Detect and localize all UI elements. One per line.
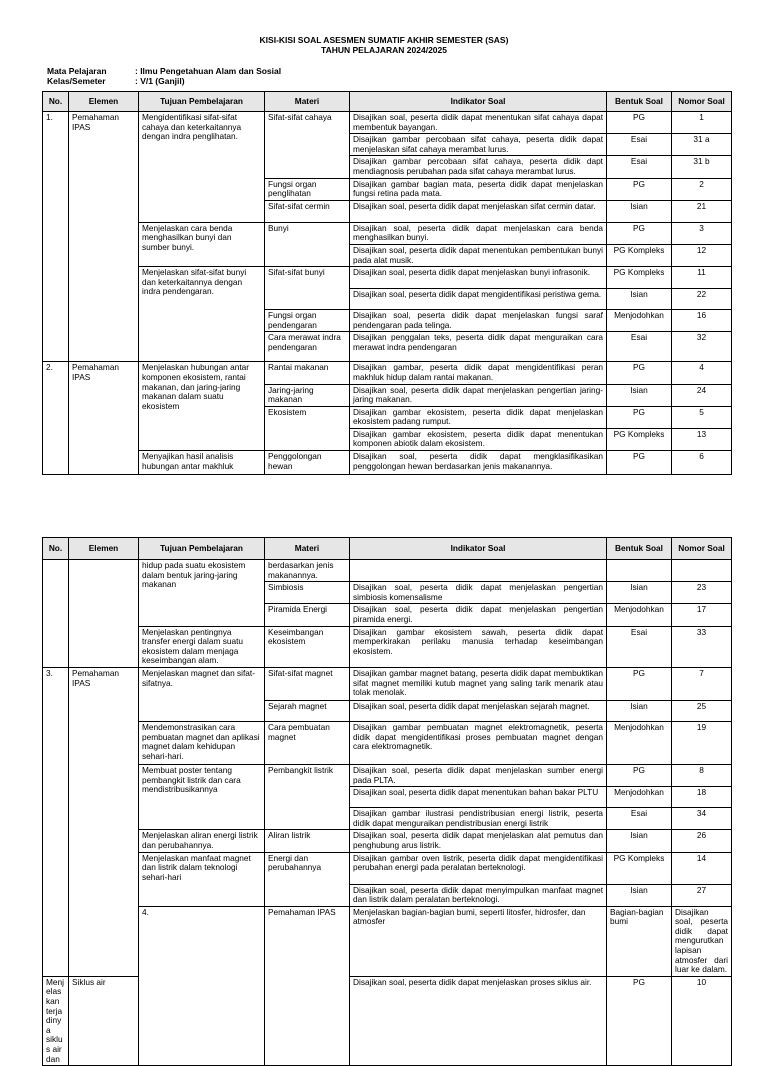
materi-cell: Bagian-bagian bumi <box>607 906 672 976</box>
bentuk-cell: Isian <box>607 200 672 222</box>
materi-cell: Sifat-sifat cermin <box>265 200 350 222</box>
indikator-cell: Disajikan soal, peserta didik dapat menjelaskan proses siklus air. <box>350 976 607 1065</box>
indikator-cell: Disajikan gambar magnet batang, peserta didik dapat membuktikan sifat magnet memiliki kutub magnet yang saling tarik menarik atau tolak menolak. <box>350 667 607 700</box>
tujuan-cell: Menyajikan hasil analisis hubungan antar makhluk <box>139 451 265 475</box>
col-header-elemen: Elemen <box>69 92 139 112</box>
indikator-cell: Disajikan soal, peserta didik dapat menyimpulkan manfaat magnet dan listrik dalam peralatan berteknologi. <box>350 884 607 906</box>
materi-cell: Keseimbangan ekosistem <box>265 626 350 667</box>
nomor-cell: 12 <box>672 244 732 266</box>
bentuk-cell: PG Kompleks <box>607 267 672 289</box>
indikator-cell: Disajikan gambar ekosistem sawah, peserta didik dapat memperkirakan perilaku manusia terhadap keseimbangan ekosistem. <box>350 626 607 667</box>
tujuan-cell: Mendemonstrasikan cara pembuatan magnet dan aplikasi magnet dalam kehidupan sehari-hari. <box>139 721 265 764</box>
indikator-cell: Disajikan soal, peserta didik dapat mengklasifikasikan penggolongan hewan berdasarkan jenis makanannya. <box>350 451 607 475</box>
table-row <box>43 721 732 764</box>
table-row <box>43 764 732 786</box>
col-header-elemen: Elemen <box>69 538 139 560</box>
indikator-cell: Disajikan soal, peserta didik dapat mengidentifikasi peristiwa gema. <box>350 289 607 310</box>
bentuk-cell: PG <box>607 178 672 200</box>
nomor-cell: 31 b <box>672 156 732 178</box>
row-number: 1. <box>43 112 69 362</box>
materi-cell: Aliran listrik <box>265 830 350 852</box>
table-row <box>43 830 732 852</box>
bentuk-cell: PG Kompleks <box>607 852 672 884</box>
nomor-cell: 19 <box>672 721 732 764</box>
table-header-row <box>43 92 732 112</box>
tujuan-cell: Menjelaskan cara benda menghasilkan bunyi dan sumber bunyi. <box>139 222 265 266</box>
indikator-cell: Disajikan penggalan teks, peserta didik dapat menguraikan cara merawat indra pendengaran <box>350 332 607 362</box>
col-header-nomor: Nomor Soal <box>672 538 732 560</box>
bentuk-cell: Isian <box>607 384 672 406</box>
materi-cell: Ekosistem <box>265 406 350 450</box>
bentuk-cell: Menjodohkan <box>607 721 672 764</box>
col-header-bentuk: Bentuk Soal <box>607 92 672 112</box>
indikator-cell: Disajikan soal, peserta didik dapat menjelaskan fungsi saraf pendengaran pada telinga. <box>350 310 607 332</box>
nomor-cell: 26 <box>672 830 732 852</box>
indikator-cell: Disajikan gambar pembuatan magnet elektromagnetik, peserta didik dapat mengidentifikasi proses pembuatan magnet dengan cara elektromagnetik. <box>350 721 607 764</box>
materi-cell: Pembangkit listrik <box>265 764 350 829</box>
materi-cell: Energi dan perubahannya <box>265 852 350 906</box>
table-row <box>43 626 732 667</box>
bentuk-cell: Isian <box>607 884 672 906</box>
nomor-cell: 18 <box>672 787 732 808</box>
nomor-cell: 11 <box>672 267 732 289</box>
col-header-materi: Materi <box>265 92 350 112</box>
nomor-cell: 17 <box>672 604 732 626</box>
table-row <box>43 451 732 475</box>
bentuk-cell: PG Kompleks <box>607 428 672 450</box>
document-subtitle: TAHUN PELAJARAN 2024/2025 <box>321 45 447 55</box>
bentuk-cell: Isian <box>607 830 672 852</box>
class-label: Kelas/Semeter <box>47 76 106 86</box>
table-row <box>43 362 732 384</box>
class-line <box>47 76 185 86</box>
indikator-cell: Disajikan soal, peserta didik dapat menjelaskan sumber energi pada PLTA. <box>350 764 607 786</box>
nomor-cell: 7 <box>672 667 732 700</box>
table-row <box>43 560 732 582</box>
table-row <box>43 852 732 884</box>
bentuk-cell: Esai <box>607 626 672 667</box>
materi-cell: Cara pembuatan magnet <box>265 721 350 764</box>
table-row <box>43 267 732 289</box>
tujuan-cell: Menjelaskan aliran energi listrik dan perubahannya. <box>139 830 265 852</box>
table-row <box>43 222 732 244</box>
bentuk-cell: Isian <box>607 289 672 310</box>
col-header-bentuk: Bentuk Soal <box>607 538 672 560</box>
nomor-cell: 1 <box>672 112 732 134</box>
bentuk-cell: Esai <box>607 808 672 830</box>
bentuk-cell: PG <box>607 764 672 786</box>
elemen-cell: Pemahaman IPAS <box>69 112 139 362</box>
col-header-no: No. <box>43 538 69 560</box>
nomor-cell: 34 <box>672 808 732 830</box>
indikator-cell: Disajikan soal, peserta didik dapat menentukan pembentukan bunyi pada alat musik. <box>350 244 607 266</box>
bentuk-cell: Esai <box>607 134 672 156</box>
indikator-cell: Disajikan soal, peserta didik dapat menjelaskan sifat cermin datar. <box>350 200 607 222</box>
tujuan-cell: Menjelaskan manfaat magnet dan listrik dalam teknologi sehari-hari <box>139 852 265 906</box>
col-header-indikator: Indikator Soal <box>350 538 607 560</box>
bentuk-cell: PG Kompleks <box>607 244 672 266</box>
col-header-no: No. <box>43 92 69 112</box>
nomor-cell: 2 <box>672 178 732 200</box>
materi-cell: Cara merawat indra pendengaran <box>265 332 350 362</box>
materi-cell: berdasarkan jenis makanannya. <box>265 560 350 582</box>
nomor-cell: 32 <box>672 332 732 362</box>
col-header-tujuan: Tujuan Pembelajaran <box>139 538 265 560</box>
bentuk-cell <box>607 560 672 582</box>
table-header-row <box>43 538 732 560</box>
nomor-cell: 14 <box>672 852 732 884</box>
bentuk-cell: PG <box>607 406 672 428</box>
nomor-cell: 10 <box>672 976 732 1065</box>
col-header-tujuan: Tujuan Pembelajaran <box>139 92 265 112</box>
table-row <box>43 667 732 700</box>
indikator-cell: Disajikan soal, peserta didik dapat menjelaskan pengertian piramida energi. <box>350 604 607 626</box>
tujuan-cell: Menjelaskan hubungan antar komponen ekosistem, rantai makanan, dan jaring-jaring makanan dalam suatu ekosistem <box>139 362 265 451</box>
nomor-cell: 24 <box>672 384 732 406</box>
materi-cell: Jaring-jaring makanan <box>265 384 350 406</box>
row-number: 2. <box>43 362 69 475</box>
bentuk-cell: PG <box>607 976 672 1065</box>
materi-cell: Penggolongan hewan <box>265 451 350 475</box>
indikator-cell <box>350 560 607 582</box>
indikator-cell: Disajikan soal, peserta didik dapat menjelaskan pengertian simbiosis komensalisme <box>350 582 607 604</box>
materi-cell: Bunyi <box>265 222 350 266</box>
nomor-cell: 21 <box>672 200 732 222</box>
indikator-cell: Disajikan gambar ilustrasi pendistribusian energi listrik, peserta didik dapat menguraikan pendistribusian energi listrik <box>350 808 607 830</box>
subject-value: : Ilmu Pengetahuan Alam dan Sosial <box>135 66 282 76</box>
subject-line <box>47 66 281 76</box>
col-header-materi: Materi <box>265 538 350 560</box>
elemen-cell <box>69 560 139 668</box>
tujuan-cell: Menjelaskan magnet dan sifat-sifatnya. <box>139 667 265 721</box>
col-header-nomor: Nomor Soal <box>672 92 732 112</box>
nomor-cell: 4 <box>672 362 732 384</box>
nomor-cell: 13 <box>672 428 732 450</box>
bentuk-cell: Menjodohkan <box>607 604 672 626</box>
bentuk-cell: Menjodohkan <box>607 310 672 332</box>
grid-table-2 <box>42 537 732 1066</box>
indikator-cell: Disajikan gambar oven listrik, peserta didik dapat mengidentifikasi perubahan energi pada peralatan berteknologi. <box>350 852 607 884</box>
nomor-cell: 31 a <box>672 134 732 156</box>
bentuk-cell: Isian <box>607 700 672 721</box>
nomor-cell: 22 <box>672 289 732 310</box>
tujuan-cell: Menjelaskan pentingnya transfer energi dalam suatu ekosistem dalam menjaga keseimbangan alam. <box>139 626 265 667</box>
elemen-cell: Pemahaman IPAS <box>69 667 139 976</box>
bentuk-cell: PG <box>607 451 672 475</box>
bentuk-cell: Esai <box>607 156 672 178</box>
materi-cell: Sifat-sifat bunyi <box>265 267 350 310</box>
nomor-cell: 23 <box>672 582 732 604</box>
table-row <box>43 906 732 976</box>
tujuan-cell: Mengidentifikasi sifat-sifat cahaya dan keterkaitannya dengan indra penglihatan. <box>139 112 265 223</box>
materi-cell: Fungsi organ pendengaran <box>265 310 350 332</box>
bentuk-cell: PG <box>607 222 672 244</box>
indikator-cell: Disajikan gambar ekosistem, peserta didik dapat menjelaskan ekosistem padang rumput. <box>350 406 607 428</box>
class-value: : V/1 (Ganjil) <box>135 76 185 86</box>
indikator-cell: Disajikan soal, peserta didik dapat menentukan bahan bakar PLTU <box>350 787 607 808</box>
nomor-cell: 3 <box>672 222 732 244</box>
nomor-cell: 16 <box>672 310 732 332</box>
materi-cell: Sifat-sifat magnet <box>265 667 350 700</box>
tujuan-cell: Menjelaskan bagian-bagian bumi, seperti litosfer, hidrosfer, dan atmosfer <box>350 906 607 976</box>
materi-cell: Fungsi organ penglihatan <box>265 178 350 200</box>
indikator-cell: Disajikan soal, peserta didik dapat menjelaskan pengertian jaring-jaring makanan. <box>350 384 607 406</box>
indikator-cell: Disajikan gambar percobaan sifat cahaya, peserta didik dapt mendiagnosis perubahan pada sifat cahaya merambat lurus. <box>350 156 607 178</box>
materi-cell: Sifat-sifat cahaya <box>265 112 350 179</box>
nomor-cell: 6 <box>672 451 732 475</box>
bentuk-cell: PG <box>607 112 672 134</box>
elemen-cell: Pemahaman IPAS <box>69 362 139 475</box>
tujuan-cell: hidup pada suatu ekosistem dalam bentuk jaring-jaring makanan <box>139 560 265 627</box>
indikator-cell: Disajikan soal, peserta didik dapat menjelaskan cara benda menghasilkan bunyi. <box>350 222 607 244</box>
bentuk-cell: Esai <box>607 332 672 362</box>
row-number: 3. <box>43 667 69 976</box>
grid-table-1 <box>42 91 732 475</box>
nomor-cell: 25 <box>672 700 732 721</box>
bentuk-cell: Menjodohkan <box>607 787 672 808</box>
indikator-cell: Disajikan soal, peserta didik dapat menentukan sifat cahaya dapat membentuk bayangan. <box>350 112 607 134</box>
bentuk-cell: Isian <box>607 582 672 604</box>
tujuan-cell: Menjelaskan sifat-sifat bunyi dan keterkaitannya dengan indra pendengaran. <box>139 267 265 362</box>
materi-cell: Siklus air <box>69 976 139 1065</box>
materi-cell: Sejarah magnet <box>265 700 350 721</box>
nomor-cell <box>672 560 732 582</box>
col-header-indikator: Indikator Soal <box>350 92 607 112</box>
indikator-cell: Disajikan soal, peserta didik dapat mengurutkan lapisan atmosfer dari luar ke dalam. <box>672 906 732 976</box>
materi-cell: Rantai makanan <box>265 362 350 384</box>
indikator-cell: Disajikan gambar ekosistem, peserta didik dapat menentukan komponen abiotik dalam ekosistem. <box>350 428 607 450</box>
elemen-cell: Pemahaman IPAS <box>265 906 350 1066</box>
indikator-cell: Disajikan soal, peserta didik dapat menjelaskan sejarah magnet. <box>350 700 607 721</box>
materi-cell: Piramida Energi <box>265 604 350 626</box>
row-number <box>43 560 69 668</box>
tujuan-cell: Membuat poster tentang pembangkit listrik dan cara mendistribusikannya <box>139 764 265 829</box>
indikator-cell: Disajikan soal, peserta didik dapat menjelaskan bunyi infrasonik. <box>350 267 607 289</box>
table-row <box>43 112 732 134</box>
subject-label: Mata Pelajaran <box>47 66 107 76</box>
bentuk-cell: PG <box>607 362 672 384</box>
indikator-cell: Disajikan gambar bagian mata, peserta didik dapat menjelaskan fungsi retina pada mata. <box>350 178 607 200</box>
nomor-cell: 8 <box>672 764 732 786</box>
indikator-cell: Disajikan soal, peserta didik dapat menjelaskan alat pemutus dan penghubung arus listrik. <box>350 830 607 852</box>
indikator-cell: Disajikan gambar percobaan sifat cahaya, peserta didik dapat menjelaskan sifat cahaya merambat lurus. <box>350 134 607 156</box>
bentuk-cell: PG <box>607 667 672 700</box>
tujuan-cell: Menjelaskan terjadinya siklus air dan <box>43 976 69 1065</box>
nomor-cell: 5 <box>672 406 732 428</box>
nomor-cell: 33 <box>672 626 732 667</box>
row-number: 4. <box>139 906 265 1066</box>
materi-cell: Simbiosis <box>265 582 350 604</box>
nomor-cell: 27 <box>672 884 732 906</box>
document-title: KISI-KISI SOAL ASESMEN SUMATIF AKHIR SEMESTER (SAS) <box>259 35 509 45</box>
indikator-cell: Disajikan gambar, peserta didik dapat mengidentifikasi peran makhluk hidup dalam rantai makanan. <box>350 362 607 384</box>
